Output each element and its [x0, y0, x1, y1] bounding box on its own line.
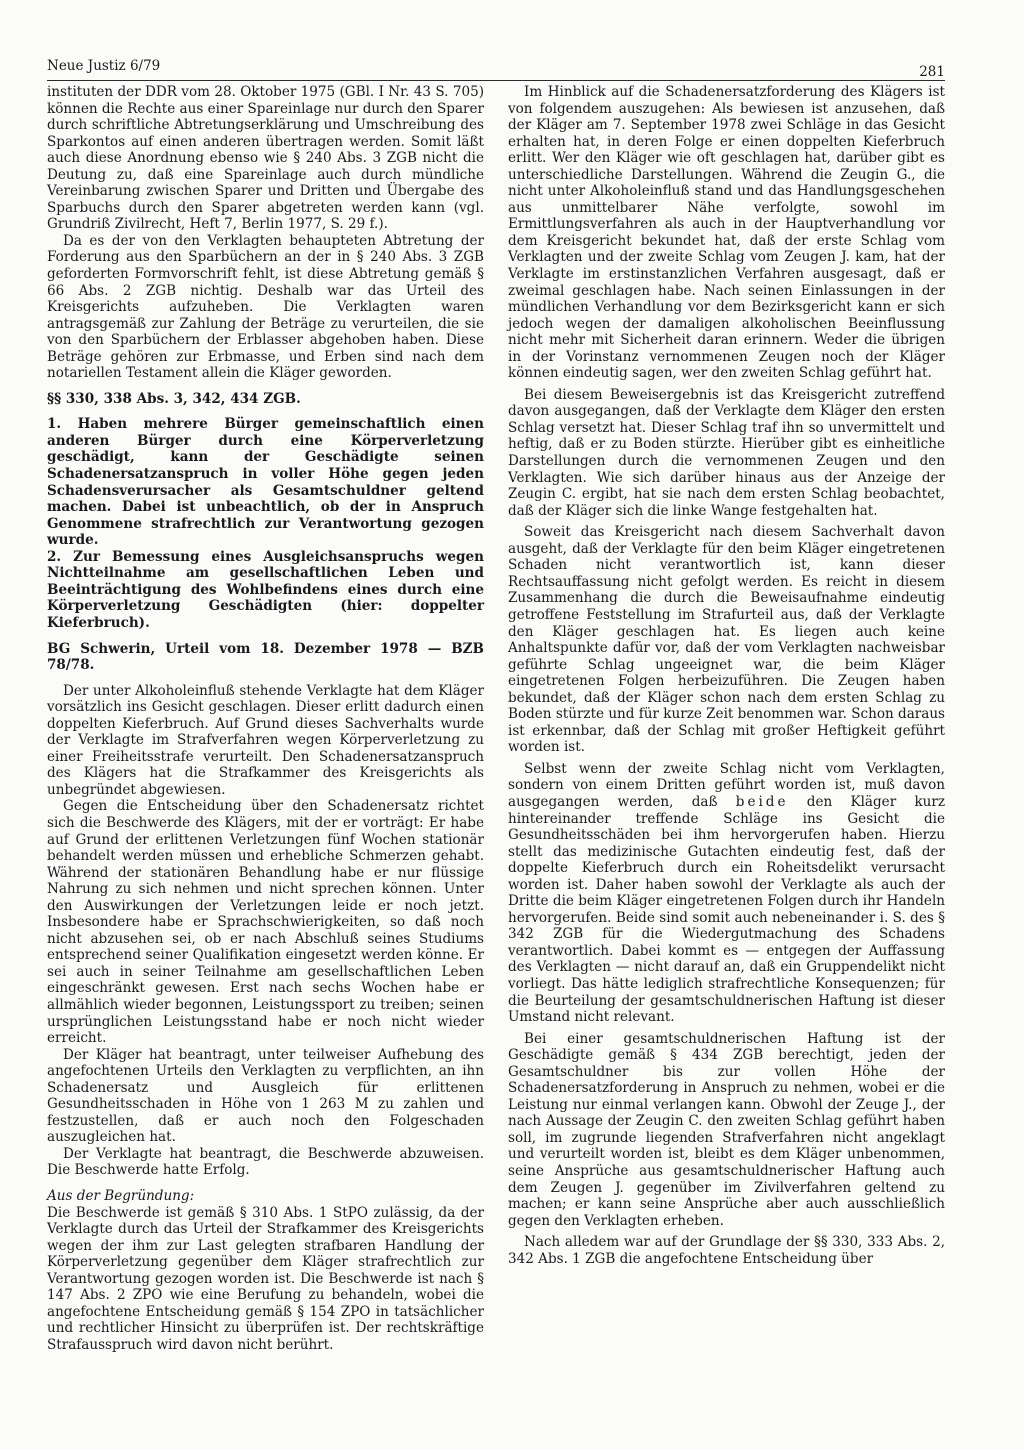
paragraph-text: Selbst wenn der zweite Schlag nicht vom Verklagten, sondern von einem Dritten geführt worden ist, muß davon ausgegangen werden, daß — [508, 760, 945, 810]
paragraph: Da es der von den Verklagten behaupteten Abtretung der Forderung aus den Sparbüchern an der in § 240 Abs. 3 ZGB geforderten Formvorschrift fehlt, ist diese Abtretung gemäß § 66 Abs. 2 ZGB nichtig. Deshalb war das Urteil des Kreisgerichts aufzuheben. Die Verklagten waren antragsgemäß zur Zahlung der Beträge zu verurteilen, die sie von den Sparbüchern der Erblasser abgehoben haben. Diese Beträge gehören zur Erbmasse, und Erben sind nach dem notariellen Testament allein die Kläger geworden. — [47, 232, 484, 382]
paragraph-continued: instituten der DDR vom 28. Oktober 1975 (GBl. I Nr. 43 S. 705) können die Rechte aus einer Spareinlage nur durch den Sparer durch schriftliche Abtretungserklärung und Umschreibung des Sparkontos auf einen anderen übertragen werden. Somit läßt auch diese Anordnung ebenso wie § 240 Abs. 3 ZGB nicht die Deutung zu, daß eine Spareinlage auch durch mündliche Vereinbarung zwischen Sparer und Dritten und Übergabe des Sparbuchs durch den Sparer abgetreten werden kann (vgl. Grundriß Zivilrecht, Heft 7, Berlin 1977, S. 29 f.). — [47, 84, 484, 233]
paragraph: Im Hinblick auf die Schadenersatzforderung des Klägers ist von folgendem auszugehen: Als bewiesen ist anzusehen, daß der Kläger am 7. September 1978 zwei Schläge in das Gesicht erhalten hat, in deren Folge er einen doppelten Kieferbruch erlitt. Wer den Kläger wie oft geschlagen hat, darüber gibt es unterschiedliche Darstellungen. Während die Zeugin G., die nicht unter Alkoholeinfluß stand und das Handlungsgeschehen aus unmittelbarer Nähe verfolgte, sowohl im Ermittlungsverfahren als auch in der Hauptverhandlung vor dem Kreisgericht bekundet hat, daß der erste Schlag vom Verklagten und der zweite Schlag vom Zeugen J. kam, hat der Verklagte im erstinstanzlichen Verfahren ausgesagt, daß er zweimal geschlagen habe. Nach seinen Einlassungen in der mündlichen Verhandlung vor dem Bezirksgericht kann er sich jedoch wegen der damaligen alkoholischen Beeinflussung nicht mehr mit Sicherheit daran erinnern. Weder die übrigen in der Vorinstanz vernommenen Zeugen noch der Kläger können eindeutig sagen, wer den zweiten Schlag geführt hat. — [508, 84, 945, 382]
emphasized-word: beide — [735, 793, 789, 810]
paragraph-text: den Kläger kurz hintereinander treffende Schläge ins Gesicht die Gesundheitsschäden bei ihm hervorgerufen haben. Hierzu stellt das medizinische Gutachten eindeutig fest, daß der doppelte Kieferbruch durch ein Roheitsdelikt verursacht worden ist. Daher haben sowohl der Verklagte als auch der Dritte die beim Kläger eingetretenen Folgen durch ihr Handeln hervorgerufen. Beide sind somit auch nebeneinander i. S. des § 342 ZGB für die Wiedergutmachung des Schadens verantwortlich. Dabei kommt es — entgegen der Auffassung des Verklagten — nicht darauf an, daß ein Gruppendelikt nicht vorliegt. Das hätte lediglich strafrechtliche Konsequenzen; für die Beurteilung der gesamtschuldnerischen Haftung ist dieser Umstand nicht relevant. — [508, 793, 945, 1026]
paragraph: Nach alledem war auf der Grundlage der §§ 330, 333 Abs. 2, 342 Abs. 1 ZGB die angefochtene Entscheidung über — [508, 1234, 945, 1267]
paragraph: Der Kläger hat beantragt, unter teilweiser Aufhebung des angefochtenen Urteils den Verklagten zu verpflichten, an ihn Schadenersatz und Ausgleich für erlittenen Gesundheitsschaden in Höhe von 1 263 M zu zahlen und festzustellen, daß er auch noch den Folgeschaden auszugleichen hat. — [47, 1046, 484, 1146]
paragraph: Der unter Alkoholeinfluß stehende Verklagte hat dem Kläger vorsätzlich ins Gesicht geschlagen. Dieser erlitt dadurch einen doppelten Kieferbruch. Auf Grund dieses Sachverhalts wurde der Verklagte im Strafverfahren wegen Körperverletzung zu einer Freiheitsstrafe verurteilt. Den Schadenersatzanspruch des Klägers hat die Strafkammer des Kreisgerichts als unbegründet abgewiesen. — [47, 682, 484, 798]
paragraph: Bei diesem Beweisergebnis ist das Kreisgericht zutreffend davon ausgegangen, daß der Verklagte dem Kläger den ersten Schlag versetzt hat. Dieser Schlag traf ihn so unvermittelt und heftig, daß er zu Boden stürzte. Hierüber gibt es einheitliche Darstellungen durch die vernommenen Zeugen und den Verklagten. Wie sich darüber hinaus aus der Anzeige der Zeugin C. ergibt, hat sie nach dem ersten Schlag beobachtet, daß der Kläger sich die linke Wange festgehalten hat. — [508, 386, 945, 519]
left-column — [47, 84, 484, 1353]
page-header — [47, 58, 945, 80]
paragraph: Soweit das Kreisgericht nach diesem Sachverhalt davon ausgeht, daß der Verklagte für den beim Kläger eingetretenen Schaden nicht verantwortlich ist, kann dieser Rechtsauffassung nicht gefolgt werden. Es reicht in diesem Zusammenhang die durch die Beweisaufnahme eindeutig getroffene Feststellung im Strafurteil aus, daß der Verklagte den Kläger geschlagen hat. Es liegen auch keine Anhaltspunkte dafür vor, daß der vom Verklagten nachweisbar geführte Schlag ungeeignet war, die beim Kläger eingetretenen Folgen herbeizuführen. Die Zeugen haben bekundet, daß der Kläger schon nach dem ersten Schlag zu Boden stürzte und für kurze Zeit benommen war. Schon daraus ist erkennbar, daß der Schlag mit großer Heftigkeit geführt worden ist. — [508, 524, 945, 756]
right-column — [508, 84, 945, 1267]
statute-reference: §§ 330, 338 Abs. 3, 342, 434 ZGB. — [47, 390, 301, 407]
headnote-2: 2. Zur Bemessung eines Ausgleichsanspruchs wegen Nichtteilnahme am gesellschaftlichen Leben und Beeinträchtigung des Wohlbefindens eines durch eine Körperverletzung Geschädigten (hier: doppelter Kieferbruch). — [47, 548, 484, 631]
page-number: 281 — [919, 64, 945, 80]
running-title: Neue Justiz 6/79 — [47, 58, 161, 74]
paragraph: Die Beschwerde ist gemäß § 310 Abs. 1 StPO zulässig, da der Verklagte durch das Urteil der Strafkammer des Kreisgerichts wegen der ihm zur Last gelegten strafbaren Handlung der Körperverletzung gegenüber dem Kläger strafrechtlich zur Verantwortung gezogen worden ist. Die Beschwerde ist nach § 147 Abs. 2 ZPO wie eine Berufung zu behandeln, wobei die angefochtene Entscheidung gemäß § 154 ZPO in tatsächlicher und rechtlicher Hinsicht zu überprüfen ist. Der rechtskräftige Strafausspruch wird davon nicht berührt. — [47, 1204, 484, 1353]
header-rule — [47, 80, 945, 81]
paragraph: Bei einer gesamtschuldnerischen Haftung ist der Geschädigte gemäß § 434 ZGB berechtigt, jeden der Gesamtschuldner bis zur vollen Höhe der Schadenersatzforderung in Anspruch zu nehmen, wobei er die Leistung nur einmal verlangen kann. Obwohl der Zeuge J., der nach Aussage der Zeugin C. den zweiten Schlag geführt haben soll, im zugrunde liegenden Strafverfahren nicht angeklagt und verurteilt worden ist, bleibt es dem Kläger unbenommen, seine Ansprüche aus gesamtschuldnerischer Haftung auch dem Zeugen J. gegenüber im Zivilverfahren geltend zu machen; er kann seine Ansprüche aber auch ausschließlich gegen den Verklagten erheben. — [508, 1030, 945, 1229]
court-citation: BG Schwerin, Urteil vom 18. Dezember 1978 — BZB 78/78. — [47, 640, 484, 674]
paragraph: Der Verklagte hat beantragt, die Beschwerde abzuweisen. Die Beschwerde hatte Erfolg. — [47, 1145, 484, 1179]
paragraph — [508, 761, 945, 1026]
paragraph: Gegen die Entscheidung über den Schadenersatz richtet sich die Beschwerde des Klägers, mit der er vorträgt: Er habe auf Grund der erlittenen Verletzungen fünf Wochen stationär behandelt werden müssen und erhebliche Schmerzen gehabt. Während der stationären Behandlung habe er nur flüssige Nahrung zu sich nehmen und nicht sprechen können. Unter den Auswirkungen der Verletzungen leide er noch jetzt. Insbesondere habe er Sprachschwierigkeiten, so daß noch nicht abzusehen sei, ob er nach Abschluß seines Studiums entsprechend seiner Qualifikation eingesetzt werden könne. Er sei auch in seiner Teilnahme am gesellschaftlichen Leben eingeschränkt gewesen. Erst nach sechs Wochen habe er allmählich wieder begonnen, Leistungssport zu treiben; seinen ursprünglichen Leistungsstand habe er noch nicht wieder erreicht. — [47, 798, 484, 1047]
headnote-1: 1. Haben mehrere Bürger gemeinschaftlich einen anderen Bürger durch eine Körperverletzung geschädigt, kann der Geschädigte seinen Schadenersatzanspruch in voller Höhe gegen jeden Schadensverursacher als Gesamtschuldner geltend machen. Dabei ist unbeachtlich, ob der in Anspruch Genommene strafrechtlich zur Verantwortung gezogen wurde. — [47, 416, 484, 549]
section-subheading: Aus der Begründung: — [47, 1188, 195, 1204]
